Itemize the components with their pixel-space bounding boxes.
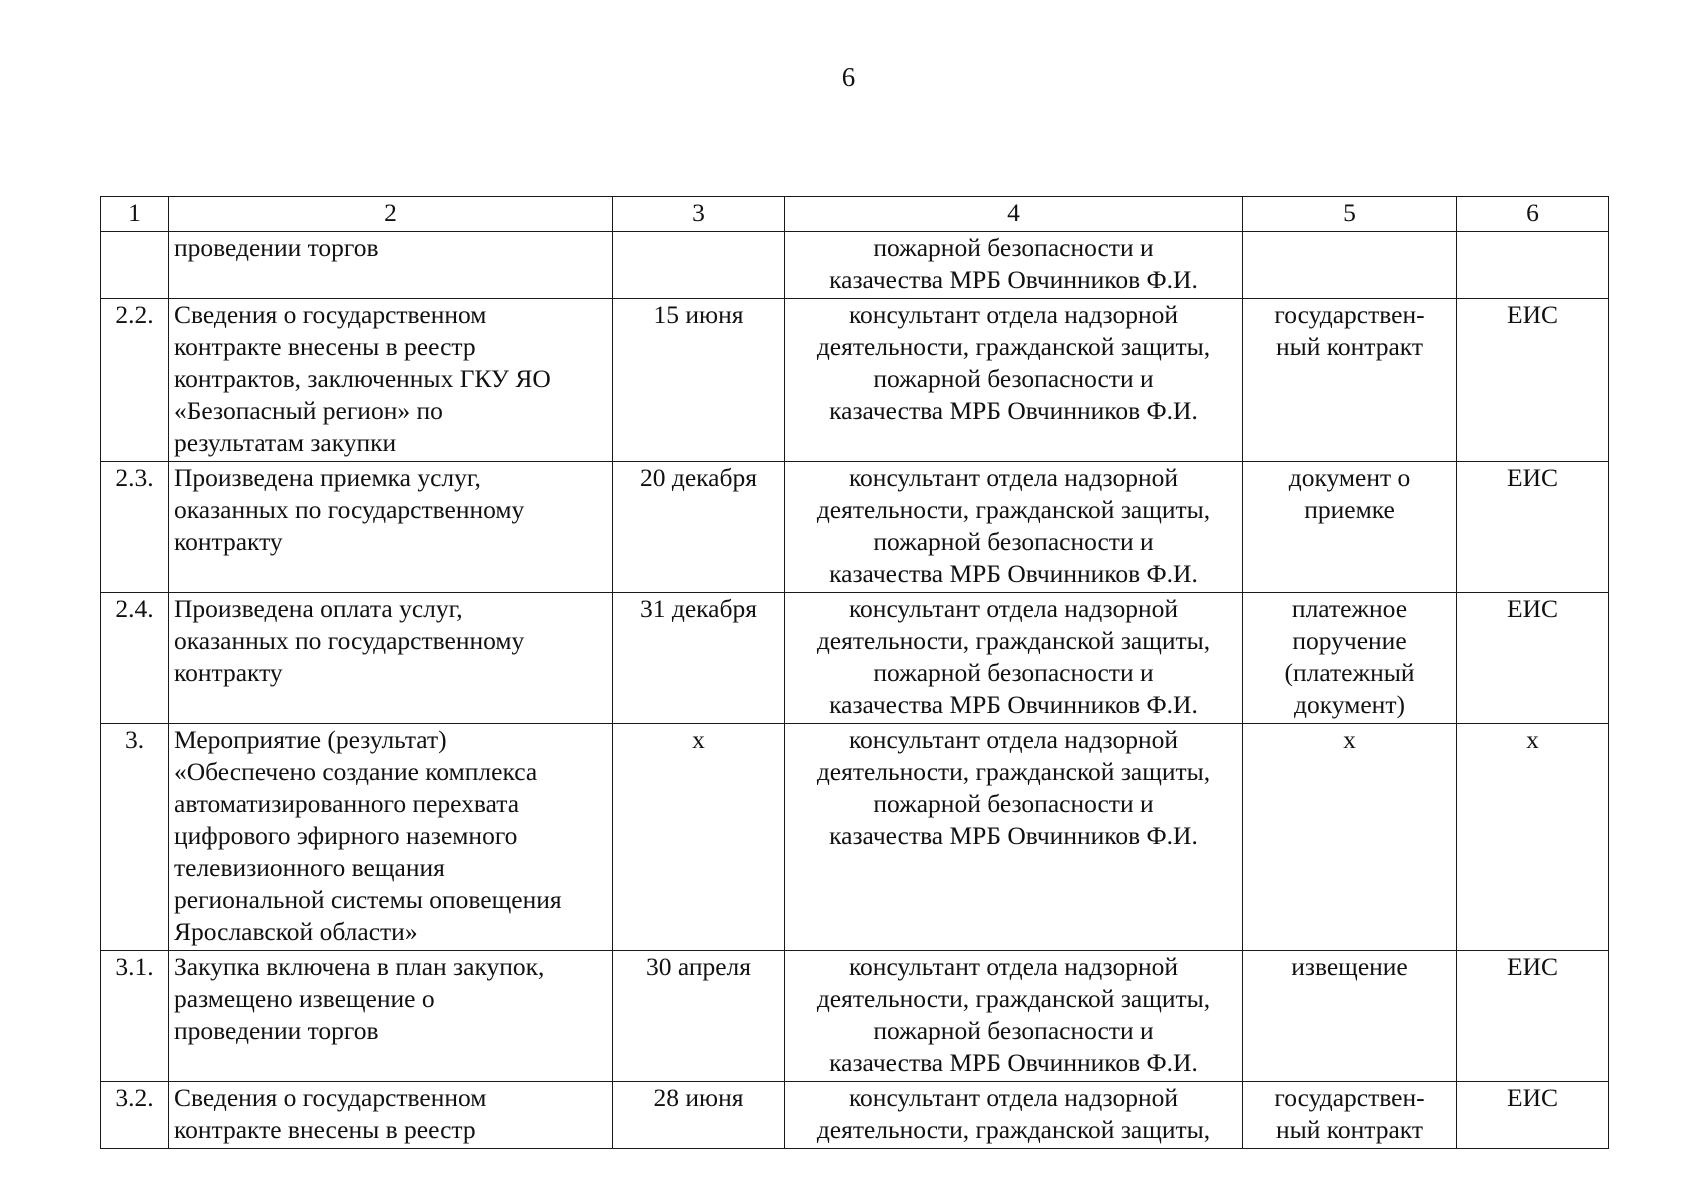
responsible-cell-line: казачества МРБ Овчинников Ф.И.	[829, 396, 1198, 425]
description-cell-line: автоматизированного перехвата	[174, 789, 520, 818]
table-row	[101, 1082, 1609, 1149]
header-cell-1: 1	[101, 197, 169, 232]
document-cell-line: государствен-	[1274, 300, 1425, 329]
description-cell-line: «Обеспечено создание комплекса	[174, 757, 538, 786]
system-cell: ЕИС	[1457, 1082, 1609, 1149]
document-cell-line: государствен-	[1274, 1083, 1425, 1112]
responsible-cell	[785, 299, 1243, 462]
header-cell-3: 3	[613, 197, 785, 232]
document-cell-line: х	[1343, 725, 1356, 754]
document-cell	[1243, 724, 1457, 951]
description-cell-line: контракте внесены в реестр	[174, 1115, 476, 1144]
description-cell-line: Сведения о государственном	[174, 300, 487, 329]
description-cell-line: результатам закупки	[174, 428, 397, 457]
table-row	[101, 951, 1609, 1082]
document-cell-line: поручение	[1292, 626, 1407, 655]
description-cell	[169, 462, 613, 593]
description-cell-line: оказанных по государственному	[174, 626, 525, 655]
document-cell	[1243, 951, 1457, 1082]
description-cell-line: региональной системы оповещения	[174, 885, 562, 914]
system-cell	[1457, 232, 1609, 299]
row-number-cell: 3.	[101, 724, 169, 951]
responsible-cell	[785, 232, 1243, 299]
description-cell-line: проведении торгов	[174, 1016, 379, 1045]
description-cell-line: Закупка включена в план закупок,	[174, 952, 545, 981]
document-cell	[1243, 1082, 1457, 1149]
responsible-cell-line: казачества МРБ Овчинников Ф.И.	[829, 265, 1198, 294]
header-cell-5: 5	[1243, 197, 1457, 232]
responsible-cell-line: пожарной безопасности и	[873, 1016, 1154, 1045]
page-number: 6	[841, 62, 856, 92]
document-cell-line: документ о	[1288, 463, 1411, 492]
description-cell-line: оказанных по государственному	[174, 495, 525, 524]
description-cell	[169, 1082, 613, 1149]
description-cell-line: контрактов, заключенных ГКУ ЯО	[174, 364, 551, 393]
document-cell-line: платежное	[1291, 594, 1408, 623]
table-row	[101, 299, 1609, 462]
responsible-cell-line: пожарной безопасности и	[873, 658, 1154, 687]
deadline-cell: 20 декабря	[613, 462, 785, 593]
responsible-cell	[785, 1082, 1243, 1149]
description-cell	[169, 593, 613, 724]
responsible-cell-line: пожарной безопасности и	[873, 527, 1154, 556]
table-row	[101, 724, 1609, 951]
row-number-cell: 3.2.	[101, 1082, 169, 1149]
description-cell-line: телевизионного вещания	[174, 853, 445, 882]
description-cell	[169, 951, 613, 1082]
description-cell	[169, 724, 613, 951]
row-number-cell: 2.4.	[101, 593, 169, 724]
responsible-cell-line: казачества МРБ Овчинников Ф.И.	[829, 559, 1198, 588]
system-cell: х	[1457, 724, 1609, 951]
document-cell-line: (платежный	[1284, 658, 1415, 687]
responsible-cell-line: казачества МРБ Овчинников Ф.И.	[829, 690, 1198, 719]
deadline-cell: 31 декабря	[613, 593, 785, 724]
document-cell	[1243, 593, 1457, 724]
description-cell-line: контракте внесены в реестр	[174, 332, 476, 361]
responsible-cell-line: деятельности, гражданской защиты,	[816, 757, 1211, 786]
plan-table	[100, 196, 1609, 1149]
table-row	[101, 593, 1609, 724]
responsible-cell	[785, 951, 1243, 1082]
table-row	[101, 462, 1609, 593]
responsible-cell-line: консультант отдела надзорной	[848, 725, 1179, 754]
row-number-cell: 3.1.	[101, 951, 169, 1082]
description-cell-line: Произведена оплата услуг,	[174, 594, 463, 623]
document-cell-line: извещение	[1291, 952, 1408, 981]
table-row	[101, 232, 1609, 299]
responsible-cell-line: консультант отдела надзорной	[848, 1083, 1179, 1112]
responsible-cell-line: консультант отдела надзорной	[848, 952, 1179, 981]
responsible-cell-line: консультант отдела надзорной	[848, 463, 1179, 492]
row-number-cell	[101, 232, 169, 299]
document-cell	[1243, 462, 1457, 593]
description-cell-line: контракту	[174, 658, 283, 687]
description-cell-line: цифрового эфирного наземного	[174, 821, 518, 850]
deadline-cell: 28 июня	[613, 1082, 785, 1149]
description-cell-line: контракту	[174, 527, 283, 556]
responsible-cell-line: пожарной безопасности и	[873, 364, 1154, 393]
responsible-cell-line: деятельности, гражданской защиты,	[816, 984, 1211, 1013]
header-row	[101, 197, 1609, 232]
responsible-cell-line: деятельности, гражданской защиты,	[816, 626, 1211, 655]
responsible-cell	[785, 593, 1243, 724]
system-cell: ЕИС	[1457, 299, 1609, 462]
responsible-cell-line: пожарной безопасности и	[873, 233, 1154, 262]
header-cell-6: 6	[1457, 197, 1609, 232]
description-cell-line: Ярославской области»	[174, 917, 418, 946]
document-cell	[1243, 232, 1457, 299]
document-cell-line: приемке	[1304, 495, 1395, 524]
responsible-cell-line: деятельности, гражданской защиты,	[816, 1115, 1211, 1144]
responsible-cell	[785, 724, 1243, 951]
responsible-cell-line: казачества МРБ Овчинников Ф.И.	[829, 1048, 1198, 1077]
deadline-cell: х	[613, 724, 785, 951]
description-cell-line: «Безопасный регион» по	[174, 396, 443, 425]
responsible-cell-line: казачества МРБ Овчинников Ф.И.	[829, 821, 1198, 850]
system-cell: ЕИС	[1457, 951, 1609, 1082]
document-cell-line: ный контракт	[1275, 1115, 1423, 1144]
deadline-cell: 15 июня	[613, 299, 785, 462]
responsible-cell	[785, 462, 1243, 593]
header-cell-2: 2	[169, 197, 613, 232]
header-cell-4: 4	[785, 197, 1243, 232]
deadline-cell: 30 апреля	[613, 951, 785, 1082]
description-cell-line: Мероприятие (результат)	[174, 725, 447, 754]
responsible-cell-line: деятельности, гражданской защиты,	[816, 495, 1211, 524]
document-cell-line: документ)	[1294, 690, 1405, 719]
system-cell: ЕИС	[1457, 462, 1609, 593]
description-cell-line: размещено извещение о	[174, 984, 435, 1013]
row-number-cell: 2.3.	[101, 462, 169, 593]
description-cell	[169, 232, 613, 299]
responsible-cell-line: консультант отдела надзорной	[848, 300, 1179, 329]
system-cell: ЕИС	[1457, 593, 1609, 724]
description-cell-line: Произведена приемка услуг,	[174, 463, 481, 492]
document-cell-line: ный контракт	[1275, 332, 1423, 361]
document-cell	[1243, 299, 1457, 462]
row-number-cell: 2.2.	[101, 299, 169, 462]
description-cell-line: проведении торгов	[174, 233, 379, 262]
responsible-cell-line: консультант отдела надзорной	[848, 594, 1179, 623]
description-cell-line: Сведения о государственном	[174, 1083, 487, 1112]
responsible-cell-line: пожарной безопасности и	[873, 789, 1154, 818]
deadline-cell	[613, 232, 785, 299]
description-cell	[169, 299, 613, 462]
responsible-cell-line: деятельности, гражданской защиты,	[816, 332, 1211, 361]
